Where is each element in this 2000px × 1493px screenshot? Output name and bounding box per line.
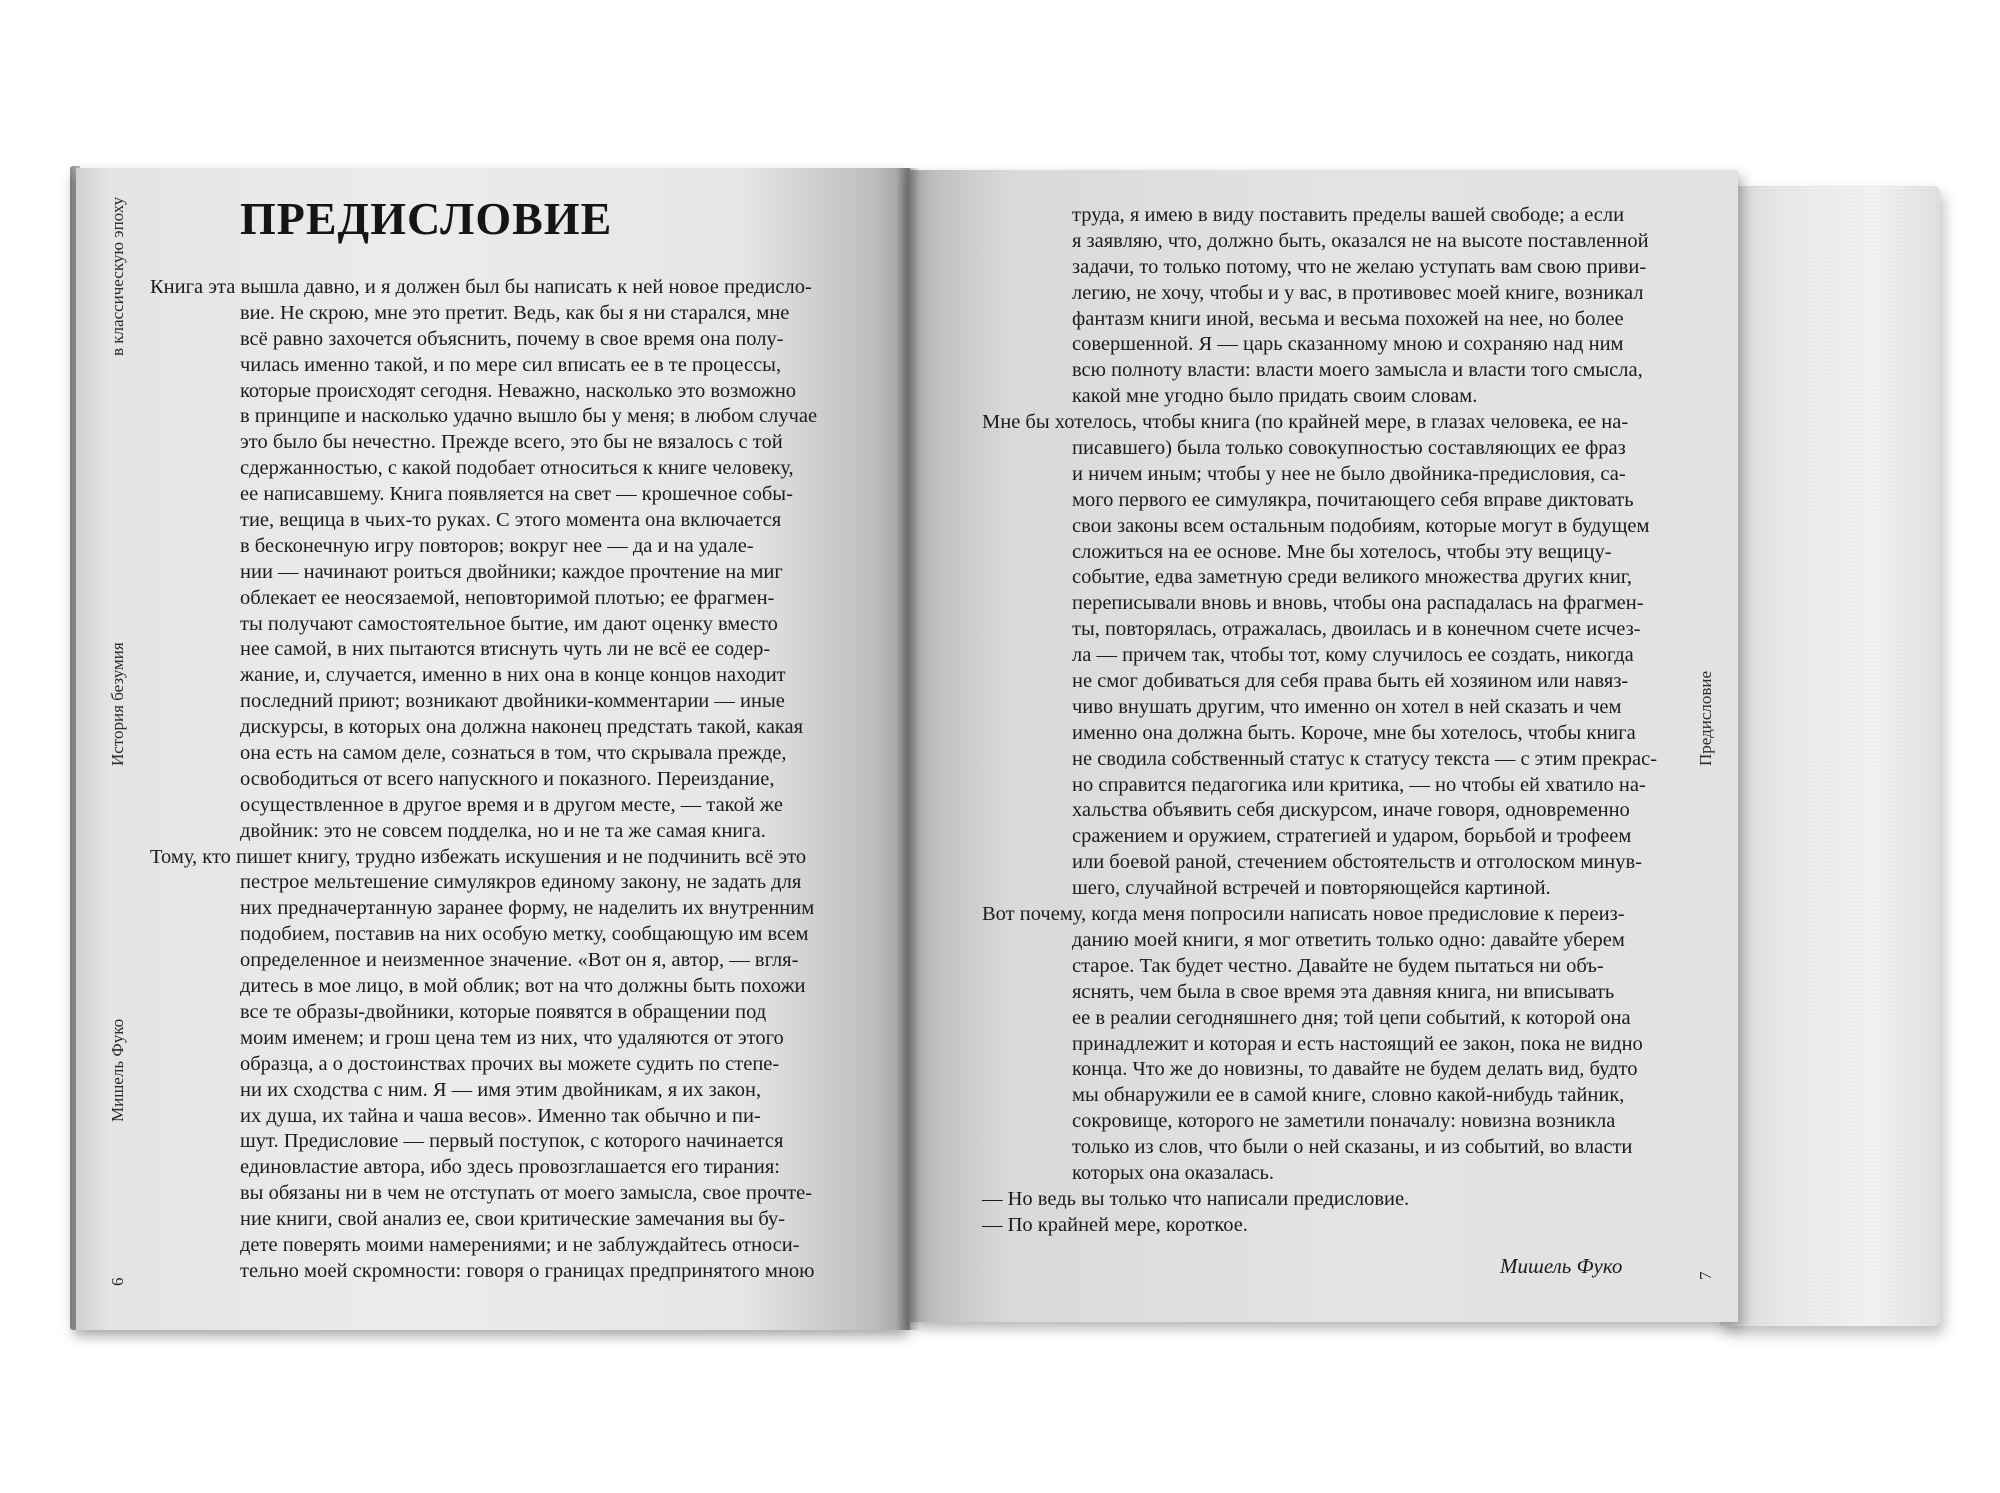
text-line: жание, и, случается, именно в них она в конце концов находит: [240, 664, 786, 687]
left-page-text: [150, 275, 817, 1285]
text-line: яснять, чем была в свое время эта давняя книга, ни вписывать: [1072, 980, 1615, 1003]
text-line: определенное и неизменное значение. «Вот он я, автор, — вгля-: [240, 949, 799, 972]
text-line: нии — начинают роиться двойники; каждое прочтение на миг: [240, 560, 783, 583]
text-line: только из слов, что были о ней сказаны, и из событий, во власти: [1072, 1136, 1633, 1159]
text-line: освободиться от всего напускного и показного. Переиздание,: [240, 767, 775, 790]
text-line: она есть на самом деле, сознаться в том, что скрывала прежде,: [240, 742, 787, 765]
text-line: сокровище, которого не заметили поначалу: новизна возникла: [1072, 1110, 1616, 1133]
text-line: в принципе и насколько удачно вышло бы у меня; в любом случае: [240, 405, 818, 428]
book-gutter: [896, 168, 920, 1330]
text-line: них предначертанную заранее форму, не наделить их внутренним: [240, 897, 815, 920]
text-line: тельно моей скромности: говоря о границах предпринятого мною: [240, 1259, 815, 1282]
text-line: все те образы-двойники, которые появятся в обращении под: [240, 1000, 767, 1023]
text-line: это было бы нечестно. Прежде всего, это бы не вязалось с той: [240, 431, 783, 454]
text-line: пестрое мельтешение симулякров единому закону, не задать для: [240, 871, 802, 894]
running-head-top: в классическую эпоху: [108, 196, 127, 356]
text-line: дискурсы, в которых она должна наконец предстать такой, какая: [240, 716, 804, 739]
text-line: писавшего) была только совокупностью составляющих ее фраз: [1072, 437, 1626, 460]
text-line: осуществленное в другое время и в другом месте, — такой же: [240, 793, 783, 816]
text-line: дете поверять моими намерениями; и не заблуждайтесь относи-: [240, 1233, 800, 1256]
text-line: подобием, поставив на них особую метку, сообщающую им всем: [240, 923, 809, 946]
text-line: но справится педагогика или критика, — но чтобы ей хватило на-: [1072, 773, 1646, 796]
text-line: ее в реалии сегодняшнего дня; той цепи событий, к которой она: [1072, 1006, 1631, 1029]
text-line: сражением и оружием, стратегией и ударом, борьбой и трофеем: [1072, 825, 1632, 848]
text-line: я заявляю, что, должно быть, оказался не на высоте поставленной: [1072, 229, 1649, 252]
text-line: конца. Что же до новизны, то давайте не будем делать вид, будто: [1072, 1058, 1638, 1081]
text-line: задачи, то только потому, что не желаю уступать вам свою приви-: [1072, 255, 1647, 278]
text-line: единовластие автора, ибо здесь провозглашается его тирания:: [240, 1156, 780, 1179]
page-block-edges: [1720, 186, 1940, 1326]
page-title: ПРЕДИСЛОВИЕ: [240, 193, 613, 244]
text-line: сдержанностью, с какой подобает относиться к книге человеку,: [240, 457, 794, 480]
text-line: не сводила собственный статус к статусу текста — с этим прекрас-: [1072, 747, 1658, 770]
text-line: — Но ведь вы только что написали предисловие.: [982, 1187, 1410, 1210]
text-line: шут. Предисловие — первый поступок, с которого начинается: [240, 1130, 784, 1153]
text-line: именно она должна быть. Короче, мне бы хотелось, чтобы книга: [1072, 721, 1636, 744]
text-line: последний приют; возникают двойники-комментарии — иные: [240, 690, 785, 713]
text-line: Книга эта вышла давно, и я должен был бы написать к ней новое предисло-: [150, 276, 812, 298]
running-head-author: Мишель Фуко: [108, 1018, 127, 1122]
text-line: вие. Не скрою, мне это претит. Ведь, как бы я ни старался, мне: [240, 301, 790, 324]
text-line: хальства объявить себя дискурсом, иначе говоря, одновременно: [1072, 799, 1630, 822]
text-line: событие, едва заметную среди великого множества других книг,: [1072, 566, 1633, 589]
text-line: какой мне угодно было придать своим словам.: [1072, 385, 1478, 408]
text-line: двойник: это не совсем подделка, но и не та же самая книга.: [240, 819, 766, 842]
text-line: чилась именно такой, и по мере сил вписать ее в те процессы,: [240, 353, 782, 376]
text-line: вы обязаны ни в чем не отступать от моего замысла, свое прочте-: [240, 1182, 813, 1205]
text-line: моим именем; и грош цена тем из них, что удаляются от этого: [240, 1026, 784, 1049]
text-line: их душа, их тайна и чаша весов». Именно так обычно и пи-: [240, 1104, 761, 1127]
page-number-left: 6: [108, 1277, 127, 1286]
right-page-text: [982, 203, 1657, 1239]
running-head-right: Предисловие: [1696, 670, 1715, 766]
text-line: данию моей книги, я мог ответить только одно: давайте уберем: [1072, 928, 1625, 951]
text-line: Вот почему, когда меня попросили написать новое предисловие к переиз-: [982, 903, 1625, 926]
text-line: тие, вещица в чьих-то руках. С этого момента она включается: [240, 509, 782, 532]
text-line: ла — причем так, чтобы тот, кому случилось ее создать, никогда: [1072, 644, 1634, 667]
text-line: образца, а о достоинствах прочих вы можете судить по степе-: [240, 1052, 780, 1075]
text-line: — По крайней мере, короткое.: [982, 1213, 1248, 1236]
text-line: шего, случайной встречей и повторяющейся картиной.: [1072, 877, 1551, 900]
text-line: совершенной. Я — царь сказанному мною и сохраняю над ним: [1072, 333, 1624, 356]
text-line: дитесь в мое лицо, в мой облик; вот на что должны быть похожи: [240, 975, 806, 998]
text-line: старое. Так будет честно. Давайте не будем пытаться ни объ-: [1072, 954, 1604, 977]
text-line: ты получают самостоятельное бытие, им дают оценку вместо: [240, 612, 778, 635]
text-line: и ничем иным; чтобы у нее не было двойника-предисловия, са-: [1072, 462, 1626, 485]
page-number-right: 7: [1696, 1271, 1715, 1280]
text-line: всю полноту власти: власти моего замысла и власти того смысла,: [1072, 359, 1643, 382]
text-line: или боевой раной, стечением обстоятельств и отголоском минув-: [1072, 851, 1642, 874]
author-signature: Мишель Фуко: [1500, 1254, 1623, 1278]
running-head-middle: История безумия: [108, 642, 127, 766]
text-line: ты, повторялась, отражалась, двоилась и в конечном счете исчез-: [1072, 618, 1641, 641]
text-line: не смог добиваться для себя права быть ей хозяином или навяз-: [1072, 670, 1629, 693]
text-line: легию, не хочу, чтобы и у вас, в противовес моей книге, возникал: [1072, 281, 1644, 304]
text-line: ни их сходства с ним. Я — имя этим двойникам, я их закон,: [240, 1078, 762, 1101]
text-line: труда, я имею в виду поставить пределы вашей свободе; а если: [1072, 204, 1625, 226]
text-line: Тому, кто пишет книгу, трудно избежать искушения и не подчинить всё это: [150, 845, 807, 868]
text-line: всё равно захочется объяснить, почему в свое время она полу-: [240, 327, 784, 350]
text-line: в бесконечную игру повторов; вокруг нее — да и на удале-: [240, 534, 754, 557]
text-line: облекает ее неосязаемой, неповторимой плотью; ее фрагмен-: [240, 586, 775, 609]
text-line: которых она оказалась.: [1072, 1161, 1274, 1184]
text-line: ние книги, свой анализ ее, свои критические замечания вы бу-: [240, 1208, 786, 1231]
text-line: сложиться на ее основе. Мне бы хотелось, чтобы эту вещицу-: [1072, 540, 1612, 563]
text-line: фантазм книги иной, весьма и весьма похожей на нее, но более: [1072, 307, 1624, 330]
text-line: нее самой, в них пытаются втиснуть чуть ли не всё ее содер-: [240, 638, 771, 661]
text-line: переписывали вновь и вновь, чтобы она распадалась на фрагмен-: [1072, 592, 1644, 615]
text-line: которые происходят сегодня. Неважно, насколько это возможно: [240, 379, 797, 402]
text-line: свои законы всем остальным подобиям, которые могут в будущем: [1072, 514, 1650, 537]
text-line: принадлежит и которая и есть настоящий ее закон, пока не видно: [1072, 1032, 1643, 1055]
text-line: ее написавшему. Книга появляется на свет — крошечное собы-: [240, 483, 793, 506]
text-line: мы обнаружили ее в самой книге, словно какой-нибудь тайник,: [1072, 1084, 1625, 1107]
text-line: мого первого ее симулякра, почитающего себя вправе диктовать: [1072, 488, 1634, 511]
text-line: чиво внушать другим, что именно он хотел в ней сказать и чем: [1072, 695, 1622, 718]
text-line: Мне бы хотелось, чтобы книга (по крайней мере, в глазах человека, ее на-: [982, 411, 1629, 434]
